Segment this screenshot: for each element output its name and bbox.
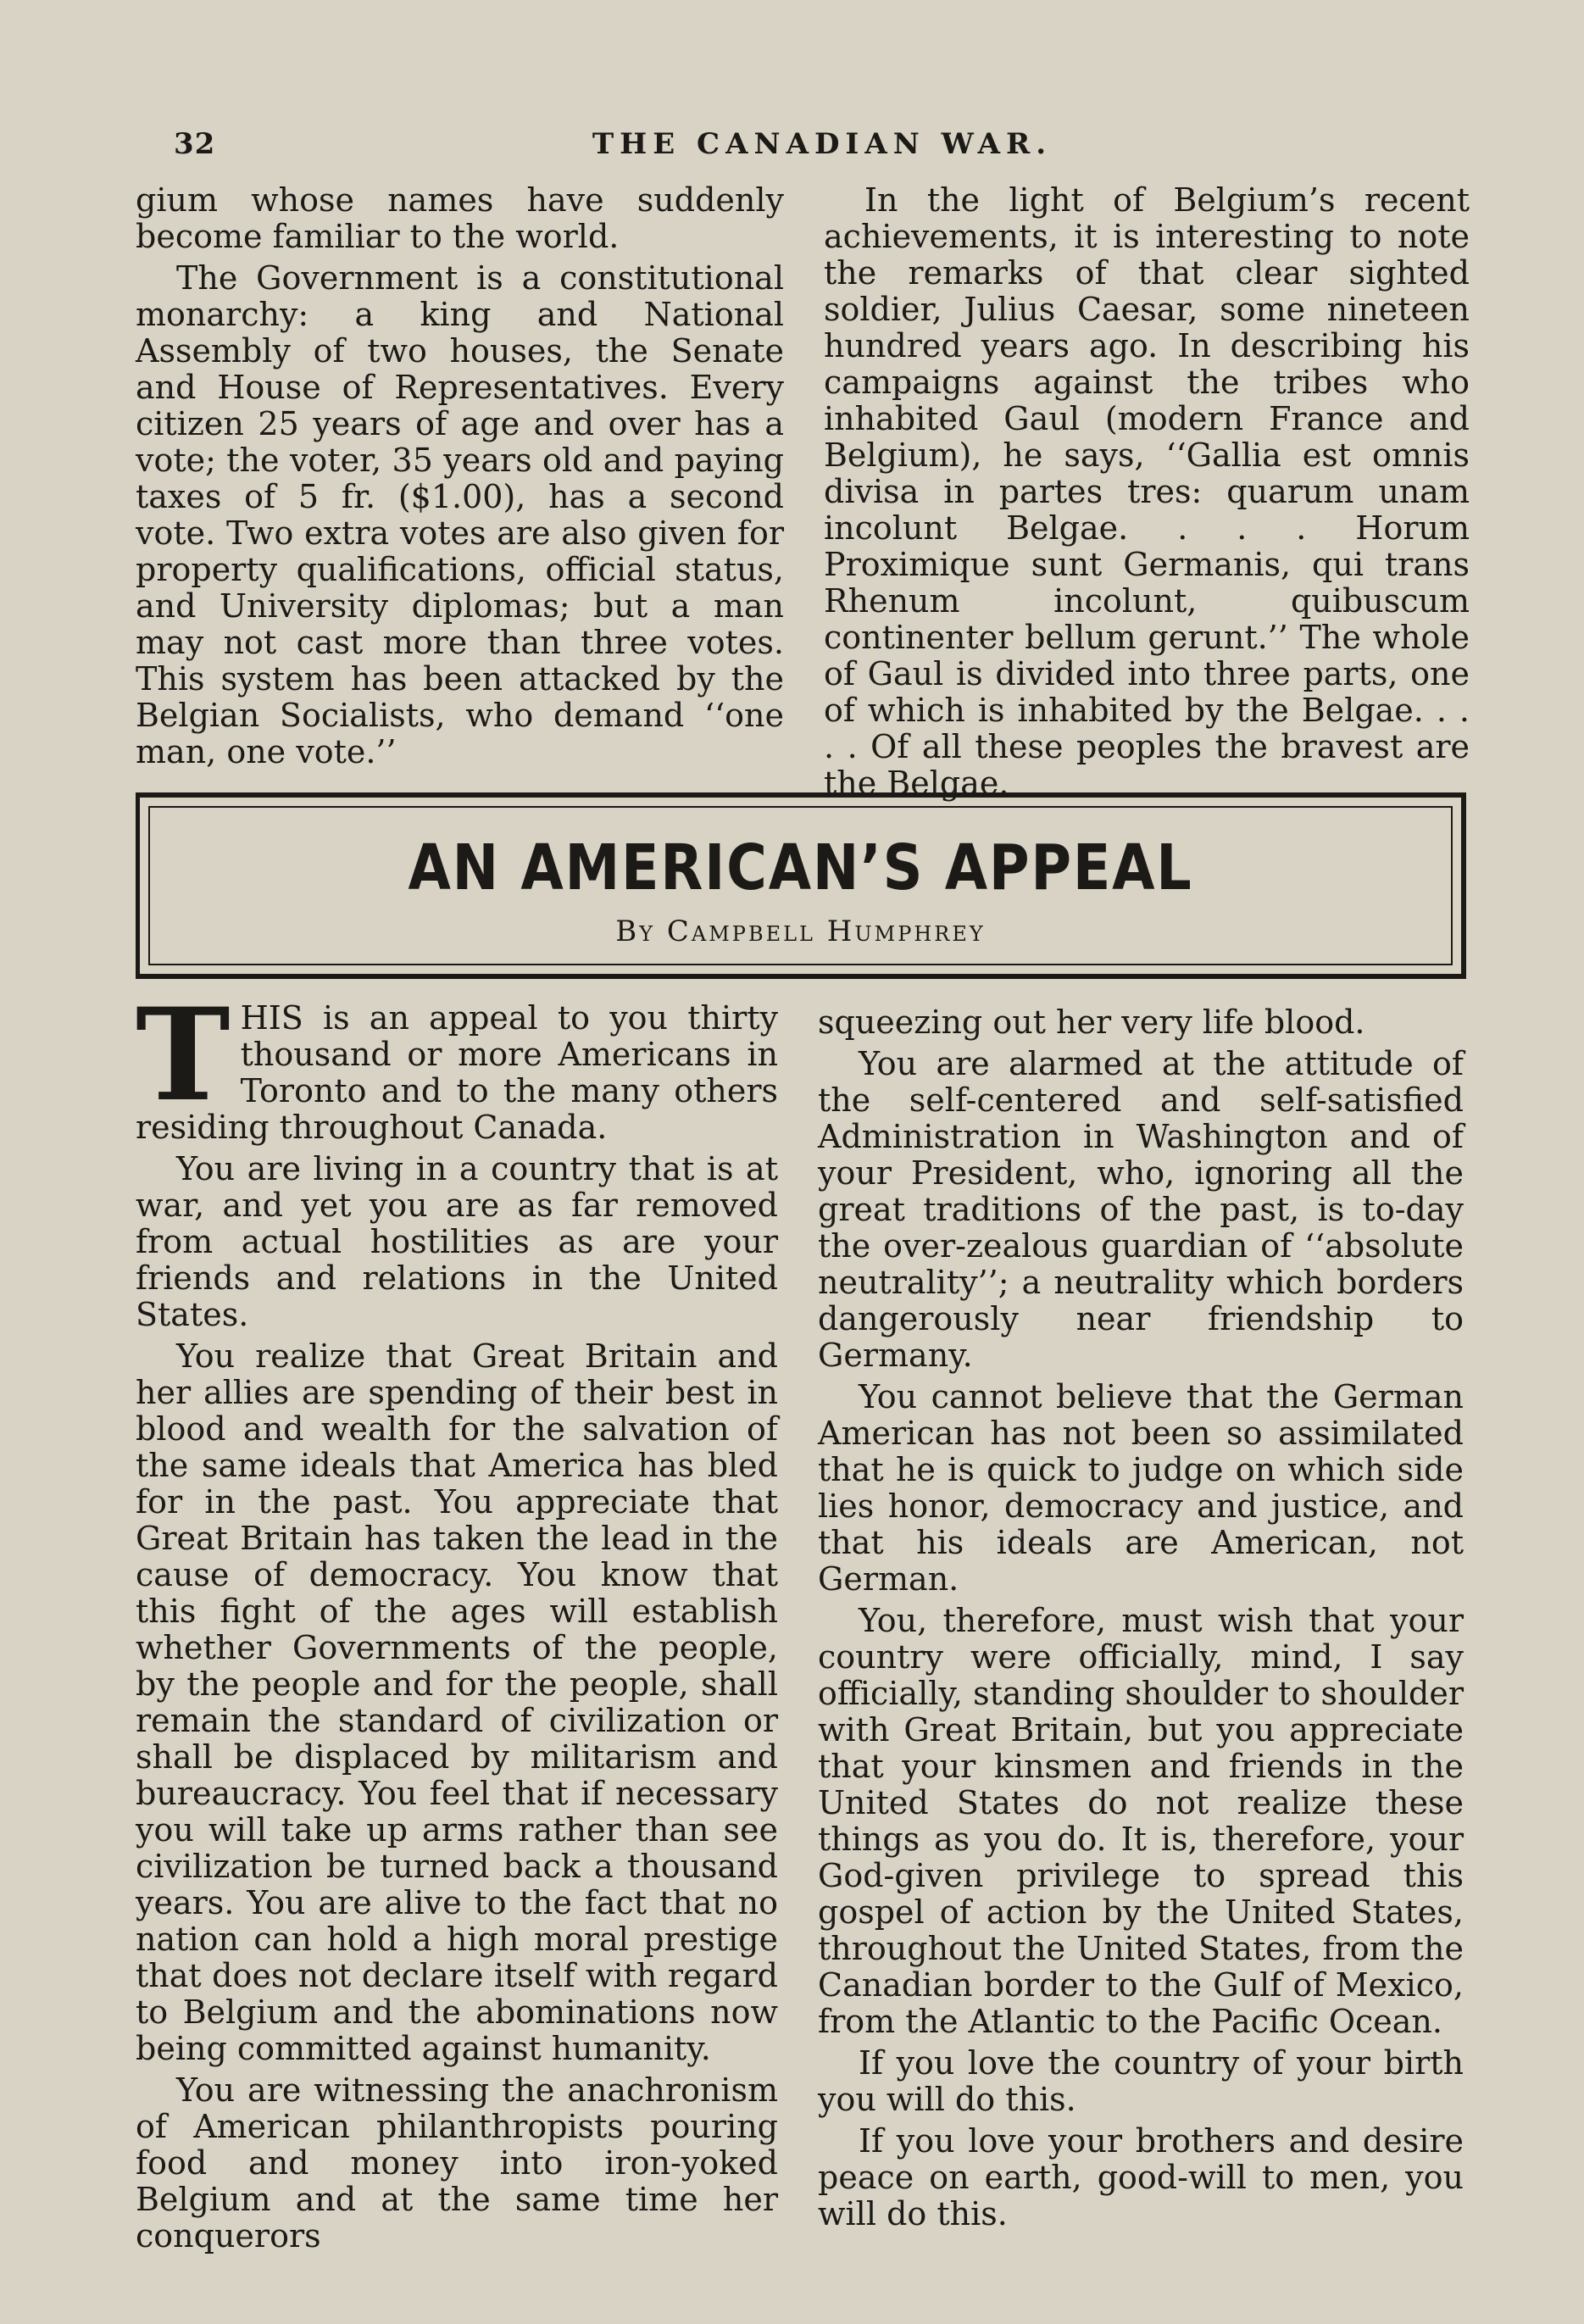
first-paragraph-text: HIS is an appeal to you thirty thousand or more Americans in Toronto and to the many others residing throughout Canada. <box>136 999 778 1146</box>
article-column-right <box>818 1004 1464 2232</box>
previous-article-column-left <box>136 182 784 770</box>
paragraph: The Government is a constitutional monarchy: a king and National Assembly of two houses, the Senate and House of Representatives. Every citizen 25 years of age and over has a vote; the voter, 35 years old and paying taxes of 5 fr. ($1.00), has a second vote. Two extra votes are also given for property qualifications, official status, and University diplomas; but a man may not cast more than three votes. This system has been attacked by the Belgian Socialists, who demand ‘‘one man, one vote.’’ <box>136 259 784 770</box>
paragraph: You, therefore, must wish that your country were officially, mind, I say officially, standing shoulder to shoulder with Great Britain, but you appreciate that your kinsmen and friends in the United States do not realize these things as you do. It is, therefore, your God-given privilege to spread this gospel of action by the United States, throughout the United States, from the Canadian border to the Gulf of Mexico, from the Atlantic to the Pacific Ocean. <box>818 1602 1464 2040</box>
article-title-box <box>136 792 1466 979</box>
previous-article-column-right <box>824 182 1470 802</box>
paragraph: If you love the country of your birth you will do this. <box>818 2044 1464 2118</box>
article-title: AN AMERICAN’S APPEAL <box>408 831 1193 904</box>
article-column-left <box>136 981 778 2255</box>
paragraph: gium whose names have suddenly become familiar to the world. <box>136 181 784 255</box>
article-byline: By Campbell Humphrey <box>615 915 986 948</box>
paragraph: You are alarmed at the attitude of the self-centered and self-satisfied Administration in Washington and of your President, who, ignoring all the great traditions of the past, is to-day the over-zealous guardian of ‘‘absolute neutrality’’; a neutrality which borders dangerously near friendship to Germany. <box>818 1045 1464 1374</box>
paragraph: You cannot believe that the German American has not been so assimilated that he is quick to judge on which side lies honor, democracy and justice, and that his ideals are American, not German. <box>818 1378 1464 1598</box>
paragraph: In the light of Belgium’s recent achievements, it is interesting to note the remarks of that clear sighted soldier, Julius Caesar, some nineteen hundred years ago. In describing his campaigns against the tribes who inhabited Gaul (modern France and Belgium), he says, ‘‘Gallia est omnis divisa in partes tres: quarum unam incolunt Belgae. . . . Horum Proximique sunt Germanis, qui trans Rhenum incolunt, quibuscum continenter bellum gerunt.’’ The whole of Gaul is divided into three parts, one of which is inhabited by the Belgae. . . . . Of all these peoples the bravest are the Belgae. <box>824 181 1470 802</box>
running-title: THE CANADIAN WAR. <box>592 127 1053 161</box>
paragraph: You realize that Great Britain and her allies are spending of their best in blood and wealth for the salvation of the same ideals that America has bled for in the past. You appreciate that Great Britain has taken the lead in the cause of democracy. You know that this fight of the ages will establish whether Governments of the people, by the people and for the people, shall remain the standard of civilization or shall be displaced by militarism and bureaucracy. You feel that if necessary you will take up arms rather than see civilization be turned back a thousand years. You are alive to the fact that no nation can hold a high moral prestige that does not declare itself with regard to Belgium and the abominations now being committed against humanity. <box>136 1337 778 2067</box>
paragraph: You are living in a country that is at war, and yet you are as far removed from actual hostilities as are your friends and relations in the United States. <box>136 1150 778 1333</box>
paragraph: You are witnessing the anachronism of American philanthropists pouring food and money into iron-yoked Belgium and at the same time her conquerors <box>136 2071 778 2255</box>
page-number: 32 <box>174 127 216 161</box>
paragraph: squeezing out her very life blood. <box>818 1004 1365 1041</box>
first-paragraph <box>136 981 778 1146</box>
page-header <box>174 127 1470 164</box>
paragraph: If you love your brothers and desire peace on earth, good-will to men, you will do this. <box>818 2122 1464 2232</box>
drop-cap: T <box>136 981 231 1130</box>
